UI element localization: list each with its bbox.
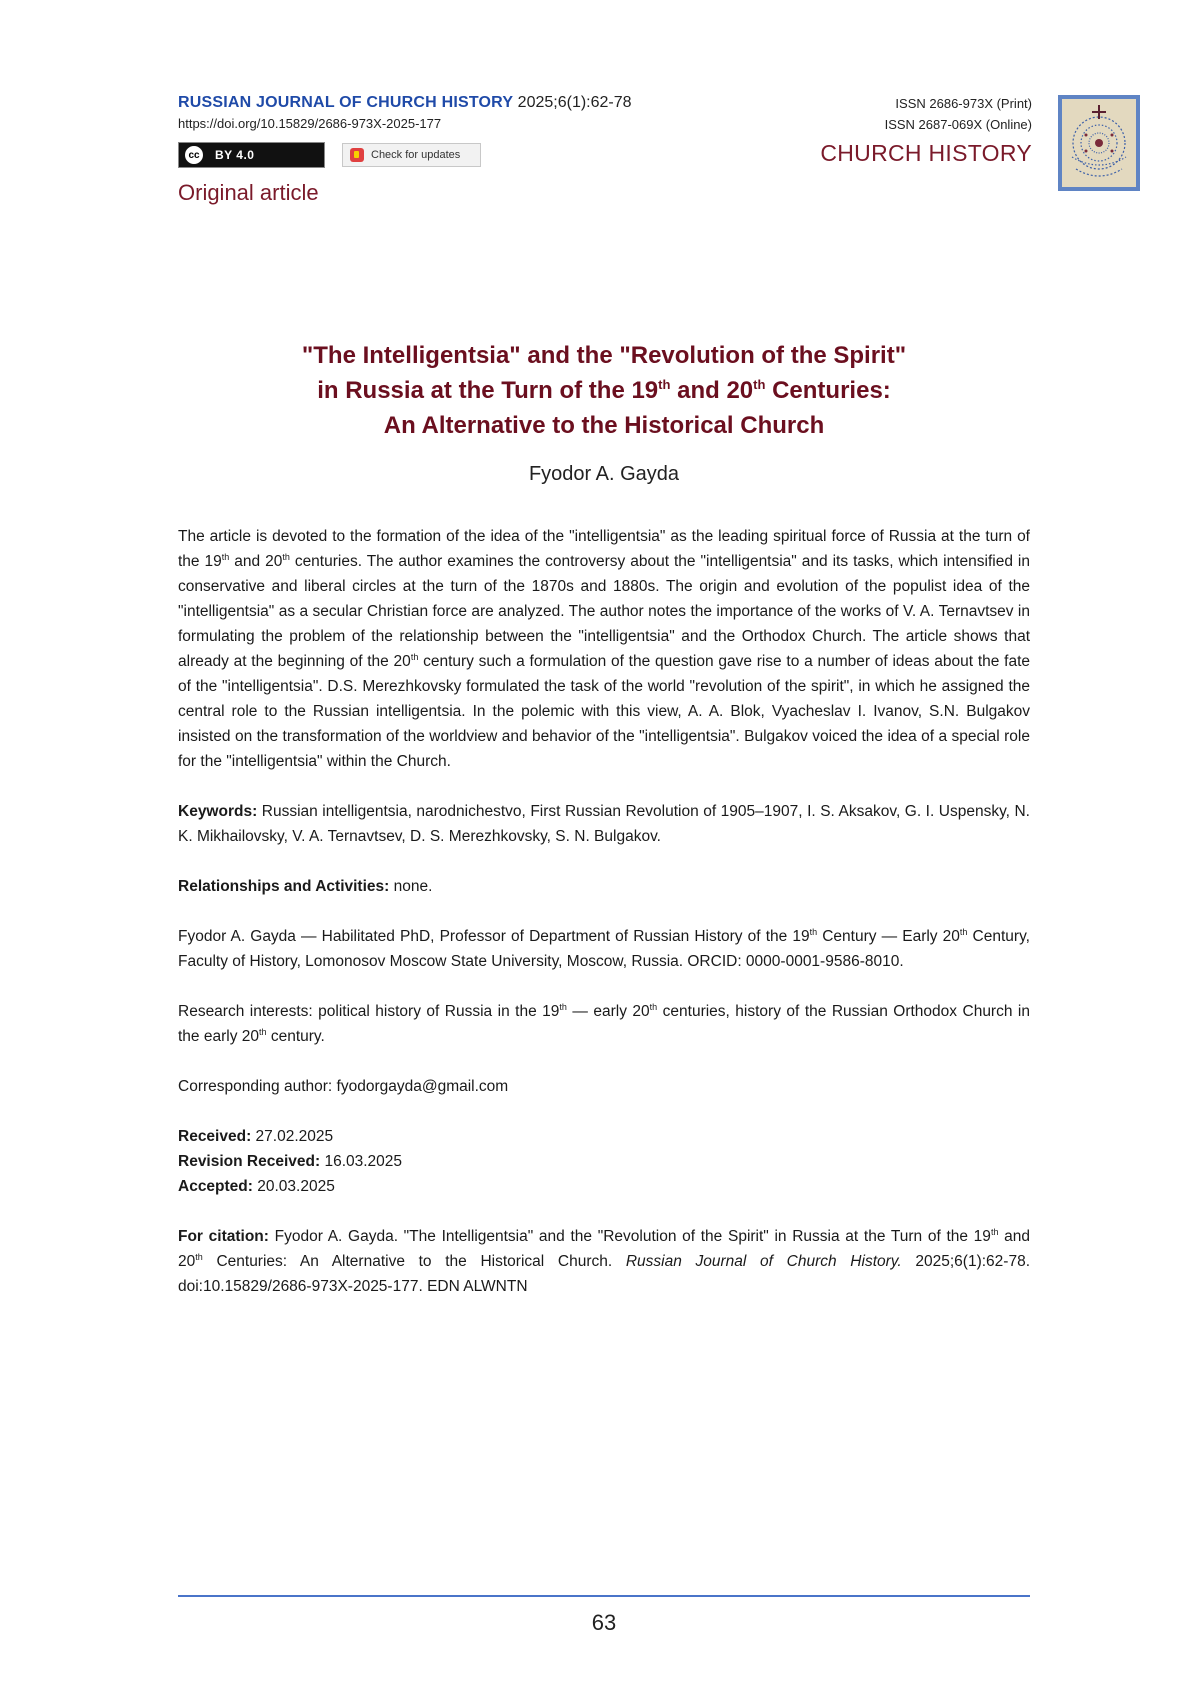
title-line-2: in Russia at the Turn of the 19th and 20th Centuries:: [317, 377, 891, 404]
badges: [178, 142, 698, 168]
cc-icon: cc: [183, 144, 205, 166]
received-date: Received: 27.02.2025: [178, 1128, 334, 1145]
journal-issue: 2025;6(1):62-78: [517, 94, 632, 111]
issn-online: ISSN 2687-069X (Online): [884, 117, 1032, 132]
article-title: [178, 338, 1030, 443]
journal-name[interactable]: RUSSIAN JOURNAL OF CHURCH HISTORY: [178, 94, 514, 111]
abstract: The article is devoted to the formation of the idea of the "intelligentsia" as the leading spiritual force of Russia at the turn of the 19th and 20th centuries. The author examines the controversy about the "intelligentsia" and its tasks, which intensified in conservative and liberal circles at the turn of the 1870s and 1880s. The origin and evolution of the populist idea of the "intelligentsia" as a secular Christian force are analyzed. The author notes the importance of the works of V. A. Ternavtsev in formulating the problem of the relationship between the "intelligentsia" and the Orthodox Church. The article shows that already at the beginning of the 20th century such a formulation of the question gave rise to a number of ideas about the fate of the "intelligentsia". D.S. Merezhkovsky formulated the task of the world "revolution of the spirit", in which he assigned the central role to the Russian intelligentsia. In the polemic with this view, A. A. Blok, Vyacheslav I. Ivanov, S.N. Bulgakov insisted on the transformation of the worldview and behavior of the "intelligentsia". Bulgakov voiced the idea of a special role for the "intelligentsia" within the Church.: [178, 528, 1031, 770]
header-left: [178, 93, 698, 206]
citation: For citation: Fyodor A. Gayda. "The Intelligentsia" and the "Revolution of the Spirit" in Russia at the Turn of the 19th and 20th Centuries: An Alternative to the Historical Church. Russian Journal of Church History. 2025;6(1):62-78. doi:10.15829/2686-973X-2025-177. EDN ALWNTN: [178, 1226, 1030, 1295]
title-line-1: "The Intelligentsia" and the "Revolution of the Spirit": [301, 342, 907, 369]
logo-image-icon: [1062, 99, 1136, 187]
bookmark-icon: [350, 148, 364, 162]
relationships-label: Relationships and Activities:: [178, 878, 390, 895]
license-label: BY 4.0: [215, 148, 255, 162]
section-label: CHURCH HISTORY: [820, 140, 1032, 166]
research-interests: Research interests: political history of Russia in the 19th — early 20th centuries, history of the Russian Orthodox Church in the early 20th century.: [178, 1001, 1030, 1045]
journal-logo: [1058, 95, 1140, 191]
journal-line: [178, 93, 698, 113]
cc-license-badge[interactable]: [178, 142, 325, 168]
article-body: [178, 524, 1030, 1299]
relationships: Relationships and Activities: none.: [178, 878, 433, 895]
accepted-date: Accepted: 20.03.2025: [178, 1178, 335, 1195]
title-line-3: An Alternative to the Historical Church: [383, 412, 825, 439]
keywords: Keywords: Russian intelligentsia, narodnichestvo, First Russian Revolution of 1905–1907, I. S. Aksakov, G. I. Uspensky, N. K. Mikhailovsky, V. A. Ternavtsev, D. S. Merezhkovsky, S. N. Bulgakov.: [178, 803, 1030, 845]
issn-print: ISSN 2686-973X (Print): [895, 96, 1032, 111]
author-name: Fyodor A. Gayda: [528, 463, 680, 485]
keywords-label: Keywords:: [178, 803, 258, 820]
citation-label: For citation:: [178, 1228, 269, 1245]
corresponding-author[interactable]: Corresponding author: fyodorgayda@gmail.com: [178, 1078, 509, 1095]
page-number: 63: [591, 1610, 617, 1635]
header-right: [820, 93, 1032, 167]
check-updates-label: Check for updates: [371, 149, 461, 161]
article-type: Original article: [178, 180, 319, 205]
check-updates-button[interactable]: [342, 143, 481, 167]
doi-link[interactable]: https://doi.org/10.15829/2686-973X-2025-177: [178, 116, 442, 131]
footer-rule: [178, 1595, 1030, 1597]
author-info: Fyodor A. Gayda — Habilitated PhD, Professor of Department of Russian History of the 19th Century — Early 20th Century, Faculty of History, Lomonosov Moscow State University, Moscow, Russia. ORCID: 0000-0001-9586-8010.: [178, 926, 1030, 970]
revision-date: Revision Received: 16.03.2025: [178, 1153, 403, 1170]
